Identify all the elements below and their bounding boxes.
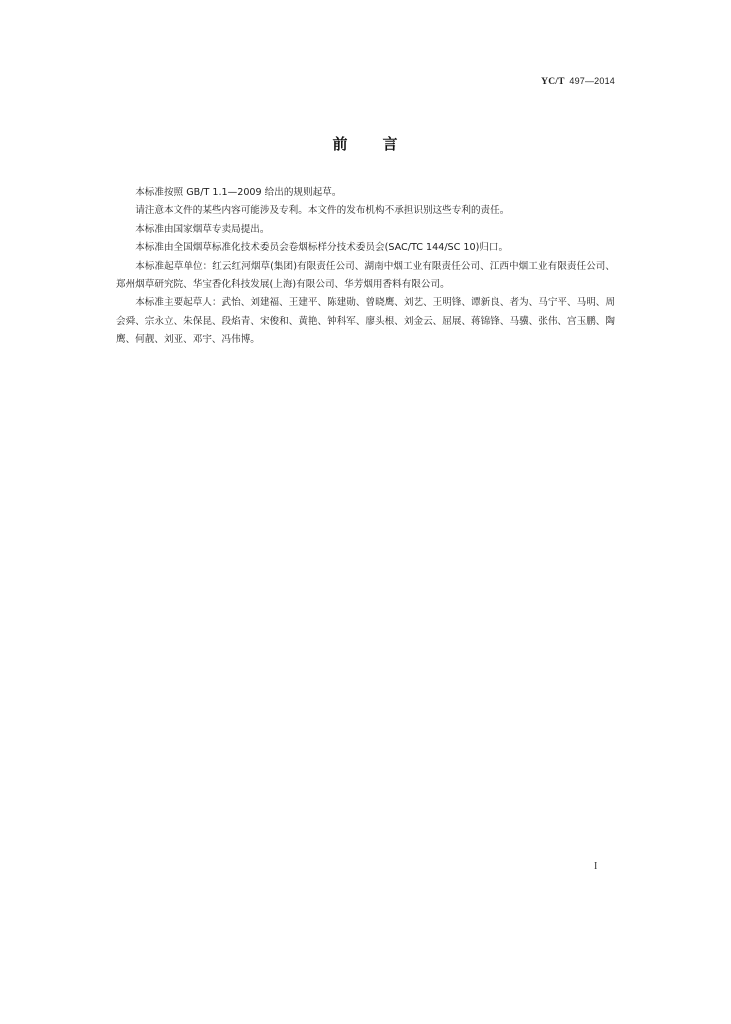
standard-code — [541, 76, 615, 87]
paragraph-patent-notice: 请注意本文件的某些内容可能涉及专利。本文件的发布机构不承担识别这些专利的责任。 — [135, 205, 510, 217]
foreword-body — [116, 184, 615, 350]
paragraph-technical-committee: 本标准由全国烟草标准化技术委员会卷烟标样分技术委员会(SAC/TC 144/SC 10)归口。 — [135, 242, 509, 254]
paragraph-main-drafters: 本标准主要起草人：武怡、刘建福、王建平、陈建勋、曾晓鹰、刘艺、王明锋、谭新良、者为、马宁平、马明、周会舜、宗永立、朱保昆、段焰青、宋俊和、黄艳、钟科军、廖头根、刘金云、屈展、蒋锦锋、马骥、张伟、宫玉鹏、陶鹰、何靓、刘亚、邓宇、冯伟博。 — [116, 297, 615, 346]
paragraph-proposer: 本标准由国家烟草专卖局提出。 — [135, 223, 270, 235]
title-char-2: 言 — [382, 135, 399, 153]
paragraph-drafting-rules: 本标准按照 GB/T 1.1—2009 给出的规则起草。 — [135, 187, 342, 198]
standard-number: 497—2014 — [569, 76, 615, 86]
page-number: I — [594, 861, 598, 872]
paragraph-drafting-organizations: 本标准起草单位：红云红河烟草(集团)有限责任公司、湖南中烟工业有限责任公司、江西中烟工业有限责任公司、郑州烟草研究院、华宝香化科技发展(上海)有限公司、华芳烟用香料有限公司。 — [116, 260, 615, 291]
page-title — [0, 133, 731, 154]
standard-prefix: YC/T — [541, 77, 565, 87]
title-char-1: 前 — [332, 135, 349, 153]
